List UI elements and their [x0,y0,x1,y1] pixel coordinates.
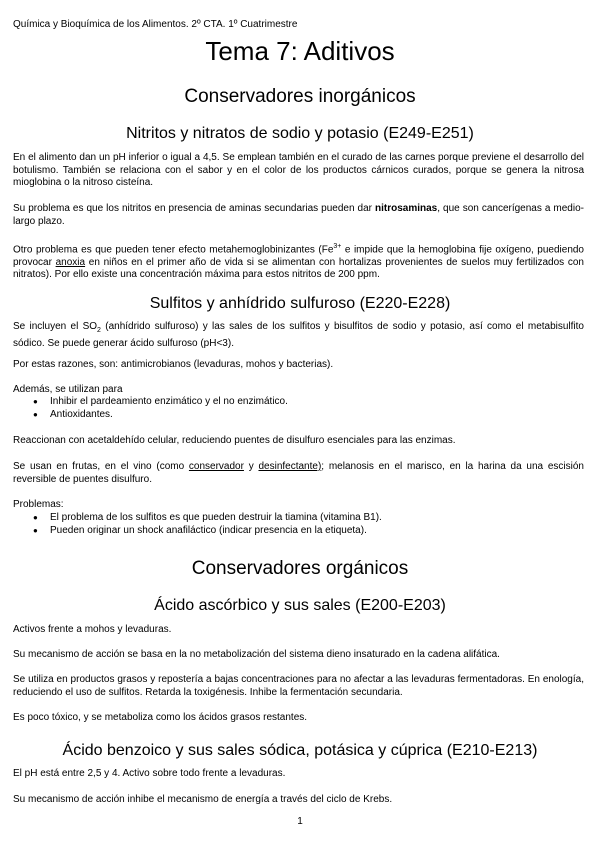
paragraph: En el alimento dan un pH inferior o igual a 4,5. Se emplean también en el curado de las carnes porque previene el desarrollo del botulismo. También se relaciona con el sabor y en el color de los productos cárnicos curados, porque se genera la nitrosa mioglobina o la nitroso cisteína. [13,152,584,188]
paragraph: Su mecanismo de acción se basa en la no metabolización del sistema dieno insaturado en la cadena alifática. [13,649,500,660]
underlined-term: conservador [188,461,244,472]
underlined-term: desinfectante) [258,461,322,472]
paragraph: El pH está entre 2,5 y 4. Activo sobre todo frente a levaduras. [13,768,286,779]
paragraph: Por estas razones, son: antimicrobianos (levaduras, mohos y bacterias). [13,359,334,370]
section-heading-organic: Conservadores orgánicos [191,558,409,579]
paragraph: Su problema es que los nitritos en presencia de aminas secundarias pueden dar nitrosaminas, que son cancerígenas a medio-largo plazo. [13,203,584,227]
paragraph: Se usan en frutas, en el vino (como conservador y desinfectante); melanosis en el marisco, en la harina da una escisión reversible de puentes disulfuro. [13,461,584,485]
document-title: Tema 7: Aditivos [205,36,395,66]
bullet-list [33,396,573,421]
list-item: ● Inhibir el pardeamiento enzimático y el no enzimático. [33,396,573,409]
paragraph: Activos frente a mohos y levaduras. [13,624,172,635]
subsection-heading-benzoic: Ácido benzoico y sus sales sódica, potásica y cúprica (E210-E213) [62,742,538,759]
subsection-heading-sulfites: Sulfitos y anhídrido sulfuroso (E220-E228) [149,295,451,312]
running-header: Química y Bioquímica de los Alimentos. 2º CTA. 1º Cuatrimestre [13,19,298,30]
paragraph: Además, se utilizan para [13,384,123,395]
paragraph: Reaccionan con acetaldehído celular, reduciendo puentes de disulfuro esenciales para las enzimas. [13,435,456,446]
subsection-heading-nitrites: Nitritos y nitratos de sodio y potasio (E249-E251) [126,125,474,142]
paragraph: Se utiliza en productos grasos y repostería a bajas concentraciones para no afectar a las levaduras fermentadoras. En enología, reduciendo el uso de sulfitos. Retarda la toxigénesis. Inhibe la fermentación secundaria. [13,674,584,698]
paragraph: Otro problema es que pueden tener efecto metahemoglobinizantes ($Fe^{3+}$ e impide que la hemoglobina fije oxígeno, puediendo provocar anoxia en niños en el primer año de vida si se alimentan con hortalizas provenientes de suelos muy fertilizados con nitratos). Por ello existe una concentración máxima para estos nitritos de 200 ppm. [13,243,584,281]
paragraph: Su mecanismo de acción inhibe el mecanismo de energía a través del ciclo de Krebs. [13,794,393,805]
paragraph: Es poco tóxico, y se metaboliza como los ácidos grasos restantes. [13,712,308,723]
subsection-heading-ascorbic: Ácido ascórbico y sus sales (E200-E203) [154,597,446,614]
paragraph: Se incluyen el $SO_2$ (anhídrido sulfuroso) y las sales de los sulfitos y bisulfitos de sodio y potasio, así como el metabisulfito sódico. Se puede generar ácido sulfuroso (pH<3). [13,321,584,349]
underlined-term: anoxia [55,256,86,268]
page-number: 1 [297,816,303,827]
list-item: ● Pueden originar un shock anafiláctico (indicar presencia en la etiqueta). [33,525,573,538]
list-item: ● El problema de los sulfitos es que pueden destruir la tiamina (vitamina B1). [33,512,573,525]
list-item: ● Antioxidantes. [33,409,573,422]
paragraph: Problemas: [13,499,64,510]
bold-term: nitrosaminas [374,203,438,214]
section-heading-inorganic: Conservadores inorgánicos [184,86,416,107]
bullet-list [33,512,573,537]
